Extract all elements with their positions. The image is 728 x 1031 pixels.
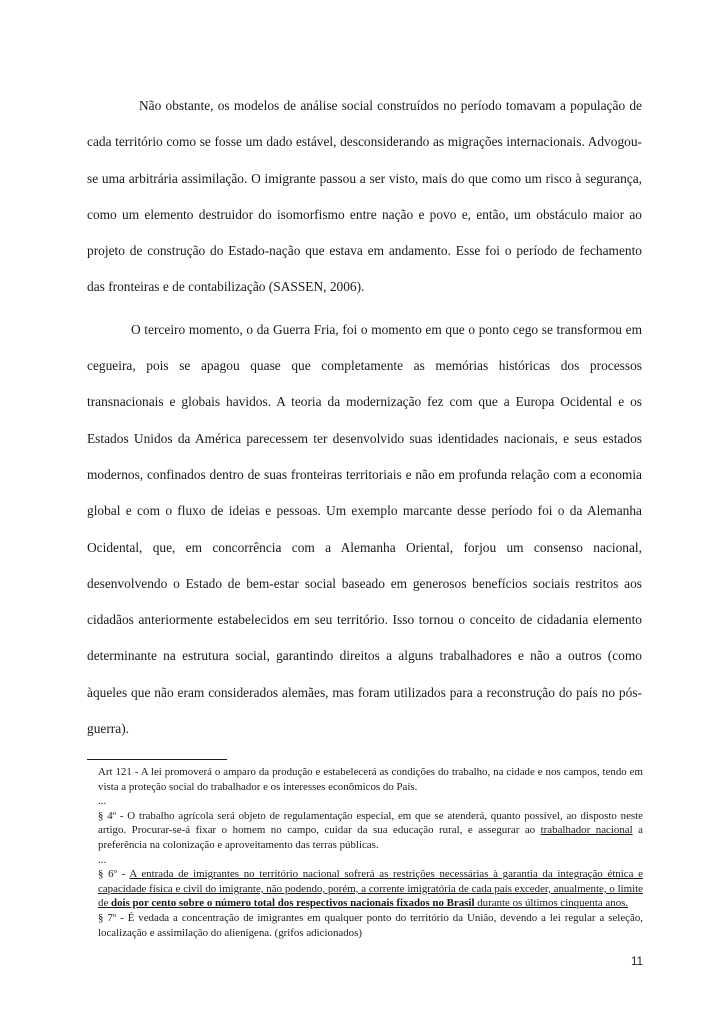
- body-text: [87, 88, 642, 747]
- page-number: 11: [631, 956, 643, 968]
- par4-text: § 4º - O trabalho agrícola será objeto de regulamentação especial, em que se atenderá, quanto possível, ao disposto neste artigo. Procurar-se-á fixar o homem no campo, cuidar da sua educação rural, e assegurar ao: [98, 809, 643, 837]
- par6-underlined: A entrada de imigrantes no território nacional sofrerá as restrições necessárias à garantia da integração étnica e capacidade física e civil do imigrante, não podendo, porém, a corrente imigratória de cada país exceder, anualmente, o limite de: [98, 868, 643, 910]
- footnote-paragraph-7: § 7º - É vedada a concentração de imigrantes em qualquer ponto do território da União, devendo a lei regular a seleção, localização e assimilação do alienígena. (grifos adicionados): [98, 911, 643, 939]
- par6-prefix: § 6º -: [98, 868, 130, 881]
- footnote-separator: [87, 759, 227, 760]
- paragraph-1: Não obstante, os modelos de análise social construídos no período tomavam a população de cada território como se fosse um dado estável, desconsiderando as migrações internacionais. Advogou-se uma arbitrária assimilação. O imigrante passou a ser visto, mais do que como um risco à segurança, como um elemento destruidor do isomorfismo entre nação e povo e, então, um obstáculo maior ao projeto de construção do Estado-nação que estava em andamento. Esse foi o período de fechamento das fronteiras e de contabilização (SASSEN, 2006).: [87, 98, 642, 295]
- par6-bold: dois por cento sobre o número total dos respectivos nacionais fixados no Brasil: [111, 897, 475, 910]
- par4-rest: a preferência na colonização e aproveitamento das terras públicas.: [98, 824, 643, 851]
- footnote-art-121: Art 121 - A lei promoverá o amparo da produção e estabelecerá as condições do trabalho, na cidade e nos campos, tendo em vista a proteção social do trabalhador e os interesses econômicos do País.: [98, 766, 643, 793]
- par4-underlined: trabalhador nacional: [540, 824, 633, 837]
- paragraph-2: O terceiro momento, o da Guerra Fria, foi o momento em que o ponto cego se transformou em cegueira, pois se apagou quase que completamente as memórias históricas dos processos transnacionais e globais havidos. A teoria da modernização fez com que a Europa Ocidental e os Estados Unidos da América parecessem ter desenvolvido suas identidades nacionais, e seus estados modernos, confinados dentro de suas fronteiras territoriais e não em profunda relação com a economia global e com o fluxo de ideias e pessoas. Um exemplo marcante desse período foi o da Alemanha Ocidental, que, em concorrência com a Alemanha Oriental, forjou um consenso nacional, desenvolvendo o Estado de bem-estar social baseado em generosos benefícios sociais restritos aos cidadãos anteriormente estabelecidos em seu território. Isso tornou o conceito de cidadania elemento determinante na estrutura social, garantindo direitos a alguns trabalhadores e não a outros (como àqueles que não eram considerados alemães, mas foram utilizados para a reconstrução do país no pós-guerra).: [87, 321, 642, 737]
- par6-end: durante os últimos cinquenta anos.: [474, 897, 629, 910]
- footnote-ellipsis: ...: [98, 795, 107, 808]
- footnote-paragraph-6: [98, 867, 643, 911]
- footnote: [98, 765, 643, 940]
- footnote-paragraph-4: [98, 809, 643, 853]
- footnote-ellipsis: ...: [98, 853, 107, 866]
